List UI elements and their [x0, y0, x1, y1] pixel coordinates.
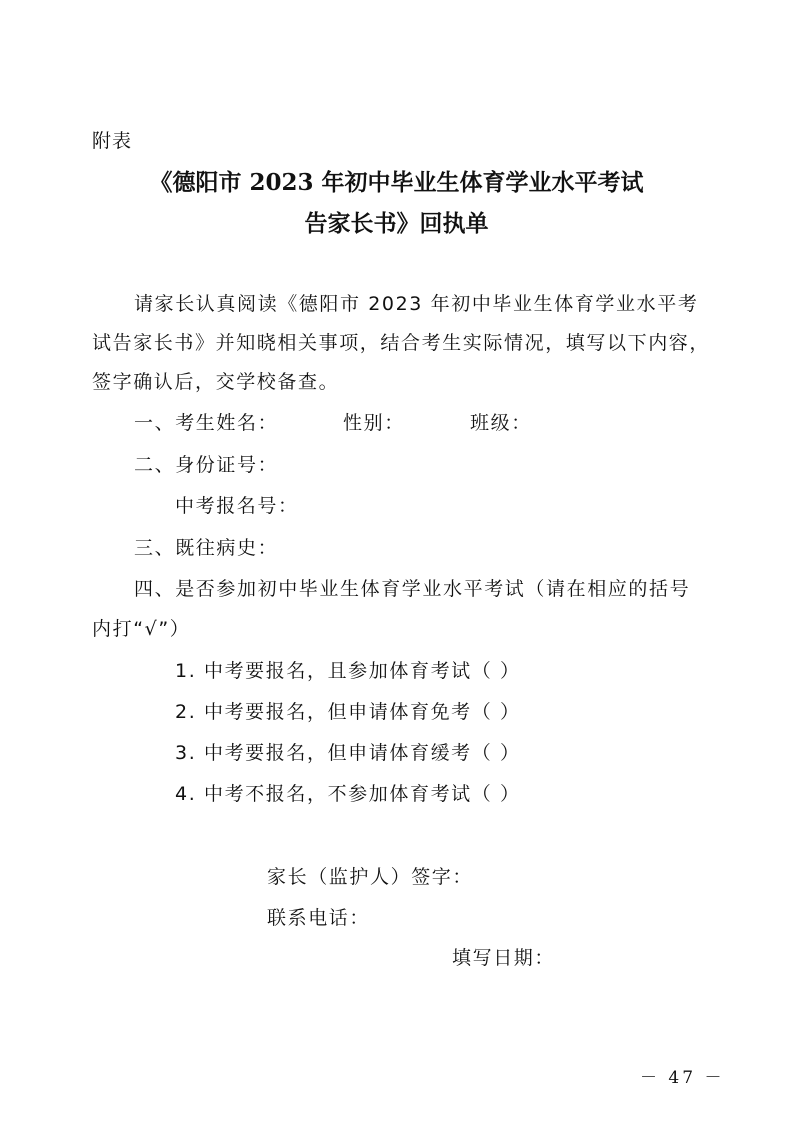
intro-line1: 请家长认真阅读《德阳市 2023 年初中毕业生体育学业水平考 — [134, 293, 699, 315]
class-label: 班级： — [470, 412, 532, 434]
intro-line2: 试告家长书》并知晓相关事项，结合考生实际情况，填写以下内容， — [92, 332, 711, 354]
document-title-line1: 《德阳市 2023 年初中毕业生体育学业水平考试 — [149, 169, 644, 196]
fill-date-label: 填写日期： — [452, 947, 556, 969]
id-number-label: 二、身份证号： — [134, 454, 279, 476]
option-3: 3. 中考要报名，但申请体育缓考（ ） — [175, 742, 521, 764]
contact-phone-label: 联系电话： — [267, 907, 371, 929]
exam-reg-number-label: 中考报名号： — [175, 495, 299, 517]
document-title-line2: 告家长书》回执单 — [304, 210, 489, 237]
option-2: 2. 中考要报名，但申请体育免考（ ） — [175, 701, 521, 723]
gender-label: 性别： — [343, 412, 405, 434]
intro-line3: 签字确认后，交学校备查。 — [92, 371, 340, 393]
student-name-label: 一、考生姓名： — [134, 412, 279, 434]
option-1: 1. 中考要报名，且参加体育考试（ ） — [175, 660, 521, 682]
option-4: 4. 中考不报名，不参加体育考试（ ） — [175, 783, 521, 805]
page-number: － 47 － — [640, 1068, 725, 1088]
section4-line2: 内打“√”） — [92, 618, 191, 640]
attachment-label: 附表 — [92, 130, 133, 152]
parent-signature-label: 家长（监护人）签字： — [267, 866, 474, 888]
medical-history-label: 三、既往病史： — [134, 537, 279, 559]
section4-line1: 四、是否参加初中毕业生体育学业水平考试（请在相应的括号 — [134, 578, 691, 600]
